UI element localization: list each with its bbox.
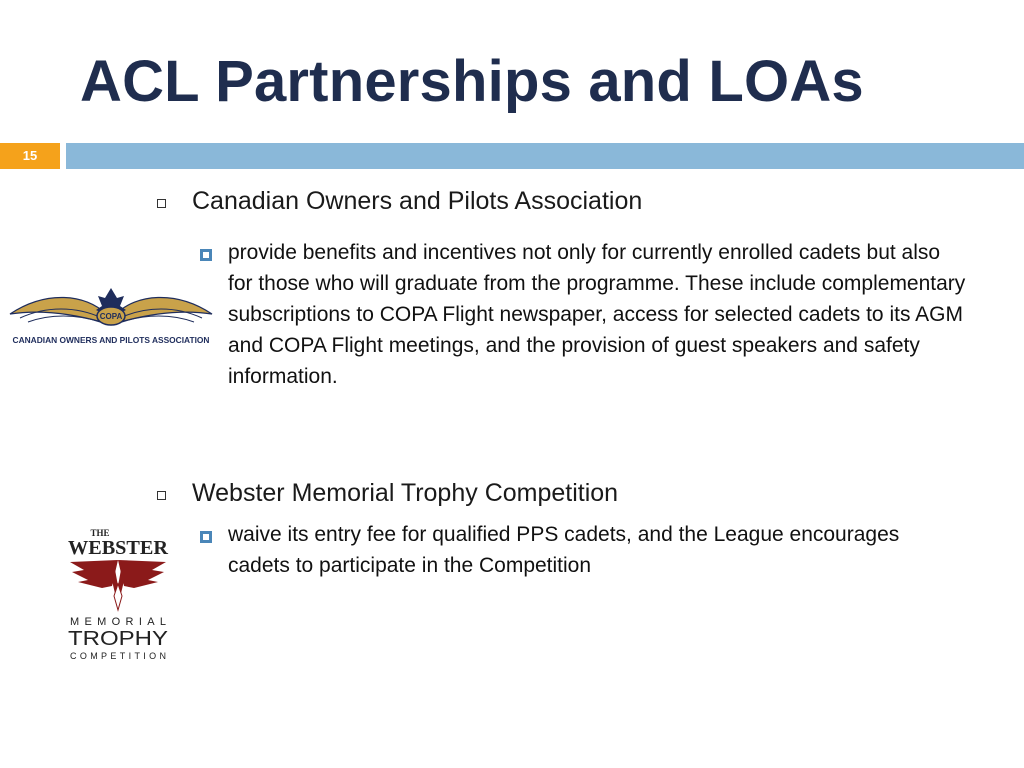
copa-logo-caption: CANADIAN OWNERS AND PILOTS ASSOCIATION [12,335,210,345]
section-heading-copa: Canadian Owners and Pilots Association [192,187,643,215]
section-heading-webster: Webster Memorial Trophy Competition [192,479,619,507]
webster-logo-line3: MEMORIAL [70,616,166,628]
copa-wings-logo-icon [6,284,216,348]
header-rule-bar [66,143,1024,169]
webster-logo-line4: TROPHY [68,628,168,650]
webster-logo-line5: COMPETITION [70,651,166,661]
level1-bullet-icon [157,491,166,500]
level2-bullet-icon [200,531,212,543]
slide-title: ACL Partnerships and LOAs [80,49,864,114]
webster-trophy-logo-icon [62,526,174,664]
section-detail-webster: waive its entry fee for qualified PPS cadets, and the League encourages cadets to participate in the Competition [228,523,900,577]
webster-logo-line2: WEBSTER [68,537,169,559]
level1-bullet-icon [157,199,166,208]
level2-bullet-icon [200,249,212,261]
webster-logo-line1: THE [90,528,110,538]
copa-emblem-text: COPA [99,312,123,321]
slide-number-badge: 15 [0,143,60,169]
section-detail-copa: provide benefits and incentives not only for currently enrolled cadets but also for those who will graduate from the programme. These include complementary subscriptions to COPA Flight newspaper, access for selected cadets to its AGM and COPA Flight meetings, and the provision of guest speakers and safety information. [228,241,966,388]
